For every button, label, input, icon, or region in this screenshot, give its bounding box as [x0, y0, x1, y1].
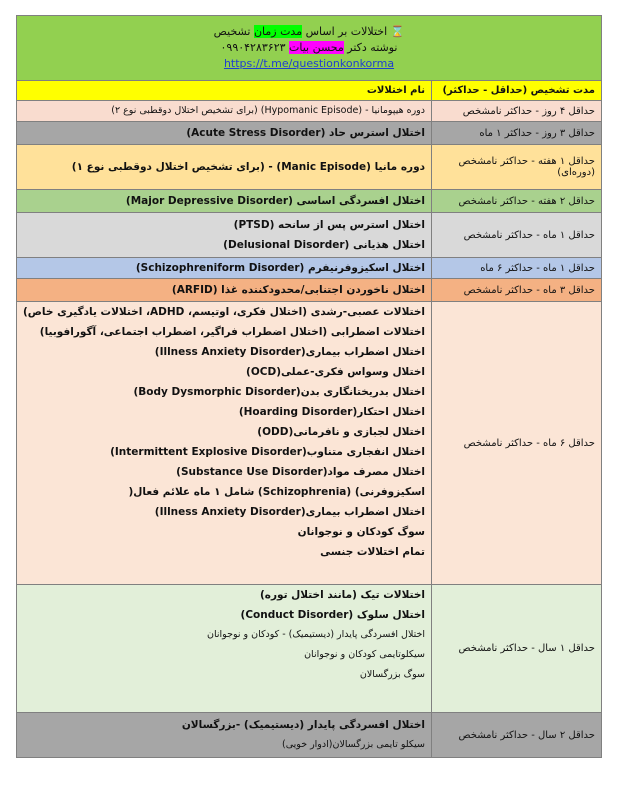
disorder-cell — [17, 101, 432, 122]
duration-cell: حداقل ۲ هفته - حداکثر نامشخص — [432, 190, 602, 213]
title-text: اختلالات بر اساس — [302, 25, 388, 38]
disorder-name: سیکلوتایمی کودکان و نوجوانان — [304, 649, 425, 660]
duration-row — [17, 585, 602, 713]
disorder-name: اختلال اضطراب بیماری(Illness Anxiety Disorder) — [154, 346, 425, 358]
author-name: محسن بیات — [289, 41, 344, 54]
column-header-row — [17, 81, 602, 101]
duration-row — [17, 279, 602, 302]
disorder-name: سوگ بزرگسالان — [359, 669, 425, 680]
disorder-name: اختلال لجبازی و نافرمانی(ODD) — [257, 426, 425, 438]
disorder-name: اختلال استرس پس از سانحه (PTSD) — [233, 219, 425, 231]
title-highlight: مدت زمان — [253, 25, 303, 38]
duration-column-header: مدت تشخیص (حداقل - حداکثر) — [432, 81, 602, 101]
duration-cell: حداقل ۶ ماه - حداکثر نامشخص — [432, 302, 602, 585]
disorder-cell — [17, 190, 432, 213]
duration-row — [17, 122, 602, 145]
duration-row — [17, 713, 602, 758]
disorder-name: اختلال افسردگی پایدار (دیستیمیک) -بزرگسالان — [181, 719, 425, 731]
duration-row — [17, 213, 602, 258]
disorder-cell — [17, 585, 432, 713]
disorder-name: اختلال اسکیزوفرنیفرم (Schizophreniform Disorder) — [135, 262, 425, 274]
disorder-cell — [17, 279, 432, 302]
duration-row — [17, 258, 602, 279]
disorder-name: اختلال اضطراب بیماری(Illness Anxiety Disorder) — [154, 506, 425, 518]
duration-cell: حداقل ۱ سال - حداکثر نامشخص — [432, 585, 602, 713]
disorder-name: اختلالات عصبی-رشدی (اختلال فکری، اوتیسم، ADHD، اختلالات یادگیری خاص) — [22, 306, 425, 318]
disorder-name: اختلالات اضطرابی (اختلال اضطراب فراگیر، اضطراب اجتماعی، آگورافوبیا) — [39, 326, 425, 338]
hourglass-icon: ⌛ — [390, 25, 405, 38]
duration-row — [17, 302, 602, 585]
disorder-cell — [17, 258, 432, 279]
disorder-name: اختلالات تیک (مانند اختلال توره) — [259, 589, 425, 601]
disorder-name: اختلال افسردگی پایدار (دیستیمیک) - کودکان و نوجوانان — [207, 629, 425, 640]
duration-cell: حداقل ۲ سال - حداکثر نامشخص — [432, 713, 602, 758]
disorder-cell — [17, 122, 432, 145]
duration-cell: حداقل ۳ روز - حداکثر ۱ ماه — [432, 122, 602, 145]
duration-cell: حداقل ۱ ماه - حداکثر ۶ ماه — [432, 258, 602, 279]
disorder-name: اختلال ناخوردن اجتنابی/محدودکننده غذا (ARFID) — [171, 284, 425, 296]
disorder-cell — [17, 302, 432, 585]
duration-table — [16, 15, 602, 758]
disorder-column-header: نام اختلالات — [17, 81, 432, 101]
duration-cell: حداقل ۴ روز - حداکثر نامشخص — [432, 101, 602, 122]
author-prefix: نوشته دکتر — [343, 41, 398, 54]
duration-row — [17, 145, 602, 190]
document-sheet — [16, 15, 601, 758]
duration-row — [17, 190, 602, 213]
header-author — [17, 40, 601, 56]
disorder-name: اسکیزوفرنی) (Schizophrenia) شامل ۱ ماه علائم فعال( — [128, 486, 425, 498]
title-text-end: تشخیص — [213, 25, 254, 38]
disorder-name: اختلال هذیانی (Delusional Disorder) — [223, 239, 425, 251]
disorder-name: اختلال احتکار(Hoarding Disorder) — [238, 406, 425, 418]
duration-cell: حداقل ۱ ماه - حداکثر نامشخص — [432, 213, 602, 258]
disorder-name: اختلال سلوک (Conduct Disorder) — [240, 609, 425, 621]
disorder-name: اختلال افسردگی اساسی (Major Depressive Disorder) — [125, 195, 425, 207]
disorder-name: تمام اختلالات جنسی — [320, 546, 425, 558]
disorder-name: سیکلو تایمی بزرگسالان(ادوار خویی) — [282, 739, 425, 750]
document-header — [17, 16, 602, 81]
telegram-link[interactable]: https://t.me/questionkonkorma — [223, 57, 395, 70]
disorder-name: اختلال استرس حاد (Acute Stress Disorder) — [186, 127, 425, 139]
disorder-cell — [17, 145, 432, 190]
duration-row — [17, 101, 602, 122]
disorder-name: دوره مانیا (Manic Episode) - (برای تشخیص اختلال دوقطبی نوع ۱) — [71, 161, 425, 173]
disorder-cell — [17, 213, 432, 258]
disorder-name: سوگ کودکان و نوجوانان — [297, 526, 425, 538]
disorder-name: دوره هیپومانیا - (Hypomanic Episode) (برای تشخیص اختلال دوقطبی نوع ۲) — [111, 105, 425, 116]
duration-cell: حداقل ۱ هفته - حداکثر نامشخص (دوره‌ای) — [432, 145, 602, 190]
disorder-name: اختلال انفجاری متناوب(Intermittent Explosive Disorder) — [110, 446, 425, 458]
disorder-cell — [17, 713, 432, 758]
disorder-name: اختلال بدریختانگاری بدن(Body Dysmorphic Disorder) — [133, 386, 425, 398]
header-title — [17, 24, 601, 40]
disorder-name: اختلال وسواس فکری-عملی(OCD) — [246, 366, 425, 378]
disorder-name: اختلال مصرف مواد(Substance Use Disorder) — [176, 466, 425, 478]
author-phone: ۰۹۹۰۴۲۸۳۶۲۳ — [220, 41, 286, 54]
duration-cell: حداقل ۳ ماه - حداکثر نامشخص — [432, 279, 602, 302]
